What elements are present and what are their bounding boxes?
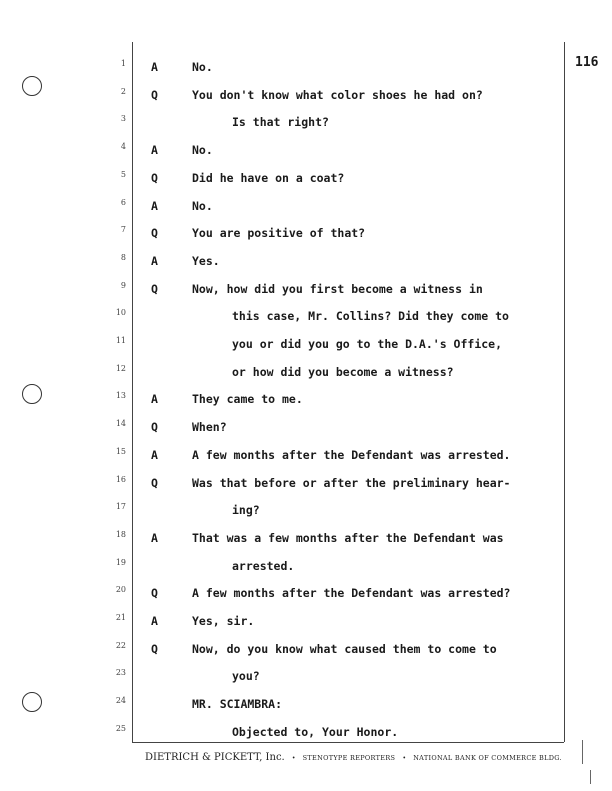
testimony-text: arrested. [232,558,295,573]
testimony-text: A few months after the Defendant was arrested. [192,447,511,462]
speaker-label: Q [151,420,158,435]
binder-punch-hole-middle [22,384,42,404]
speaker-label: Q [151,641,158,656]
line-number: 13 [115,391,126,401]
reporter-footer [145,752,562,763]
testimony-text: ing? [232,503,260,518]
testimony-text: you or did you go to the D.A.'s Office, [232,337,503,351]
footer-location: NATIONAL BANK OF COMMERCE BLDG. [413,754,562,762]
testimony-text: Yes. [192,253,220,268]
testimony-text: No. [192,60,213,74]
testimony-text: Did he have on a coat? [192,170,345,185]
line-number: 19 [115,557,126,567]
testimony-text: You don't know what color shoes he had on? [192,87,483,102]
speaker-label: A [151,530,158,545]
page-number: 116 [575,55,599,70]
line-number: 1 [120,59,126,68]
testimony-text: A few months after the Defendant was arrested? [192,586,511,601]
testimony-text: No. [192,143,213,158]
line-number: 5 [120,169,126,179]
transcript-frame-right-border [564,42,565,742]
binder-punch-hole-bottom [22,692,42,712]
line-number: 21 [115,613,126,622]
testimony-text: You are positive of that? [192,226,366,241]
testimony-text: this case, Mr. Collins? Did they come to [232,309,509,324]
line-number: 25 [115,723,126,733]
line-number: 8 [120,252,126,262]
testimony-text: you? [232,669,260,684]
line-number: 6 [120,197,126,207]
line-number: 12 [115,363,126,373]
speaker-label: Q [151,87,158,102]
line-number: 9 [120,280,126,290]
binder-punch-hole-top [22,76,42,96]
speaker-label: A [151,253,158,268]
speaker-label: Q [151,226,158,241]
speaker-label: A [151,614,158,628]
speaker-label: Q [151,170,158,185]
line-number: 18 [115,529,126,539]
testimony-text: That was a few months after the Defendant was [192,530,504,545]
footer-separator: • [402,755,406,762]
testimony-text: or how did you become a witness? [232,364,454,379]
speaker-label: A [151,143,158,158]
line-number: 4 [120,142,126,152]
line-number: 10 [115,308,126,318]
testimony-text: Was that before or after the preliminary hear- [192,475,511,490]
line-number: 14 [115,419,126,429]
footer-firm-name: DIETRICH & PICKETT, Inc. [145,752,285,763]
transcript-frame-bottom-border [132,742,564,743]
speaker-label: Q [151,475,158,490]
speaker-label: A [151,60,158,74]
testimony-text: Objected to, Your Honor. [232,724,399,739]
testimony-text: When? [192,420,227,435]
scan-edge-mark [590,770,591,784]
scan-edge-mark [582,740,583,764]
footer-separator: • [291,755,296,762]
speaker-label: Q [151,586,158,601]
testimony-text: Is that right? [232,115,329,130]
testimony-text: They came to me. [192,392,303,407]
line-number: 15 [115,446,126,456]
line-number: 22 [115,640,126,650]
speaker-label: A [151,447,158,462]
speaker-label: Q [151,281,158,296]
line-number: 17 [115,502,126,512]
testimony-text: Now, do you know what caused them to come to [192,641,497,656]
line-number: 24 [115,696,126,706]
line-number: 20 [115,585,126,595]
testimony-text: Yes, sir. [192,614,255,628]
line-number: 7 [120,225,126,235]
testimony-text: No. [192,198,213,213]
line-number: 16 [115,474,126,484]
line-number: 3 [120,114,126,124]
testimony-text: Now, how did you first become a witness in [192,281,483,296]
footer-service: STENOTYPE REPORTERS [302,754,396,762]
line-number: 23 [115,668,126,678]
testimony-text: MR. SCIAMBRA: [192,697,283,712]
speaker-label: A [151,392,158,407]
line-number: 11 [115,336,126,345]
speaker-label: A [151,198,158,213]
line-number: 2 [120,86,126,96]
transcript-frame-left-border [132,42,133,742]
